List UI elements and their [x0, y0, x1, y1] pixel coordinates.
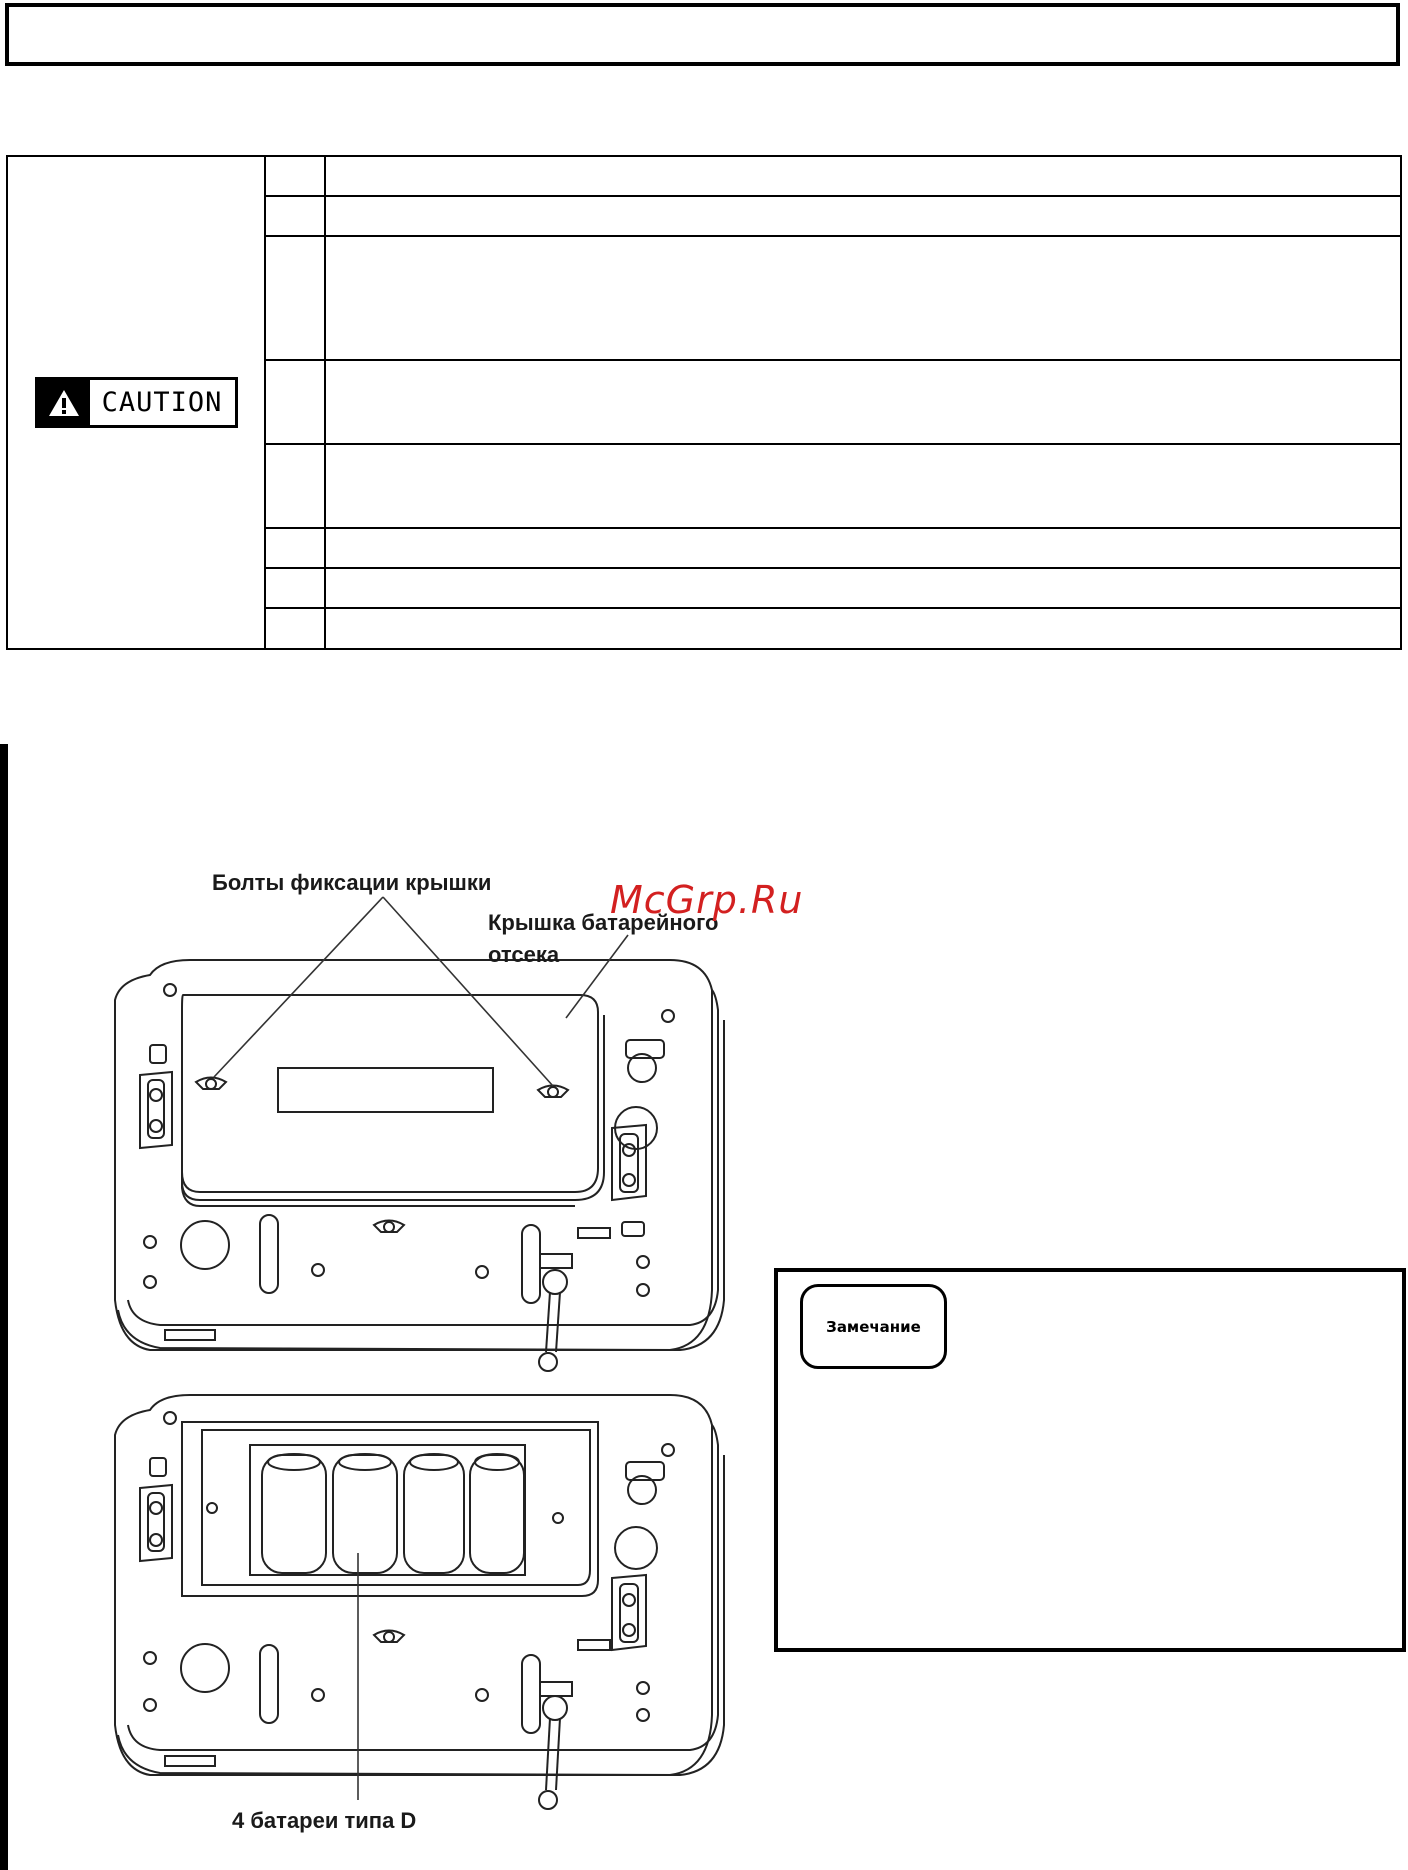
caution-word: CAUTION [90, 380, 235, 425]
caution-row-text [325, 156, 1401, 196]
device-cover-closed [115, 960, 724, 1371]
caution-row [7, 156, 1401, 196]
caution-row-text [325, 196, 1401, 236]
device-cover-open [115, 1395, 724, 1809]
watermark: McGrp.Ru [610, 878, 804, 922]
note-box [774, 1268, 1406, 1652]
warning-triangle-icon [38, 380, 90, 425]
caution-row-number [265, 444, 325, 528]
section-title-box [5, 3, 1400, 66]
caution-row-number [265, 608, 325, 649]
caution-row-text [325, 528, 1401, 568]
caution-row-text [325, 608, 1401, 649]
caution-row-number [265, 156, 325, 196]
section-margin-bar [0, 744, 8, 1870]
caution-badge [35, 377, 238, 428]
caution-row-text [325, 360, 1401, 444]
caution-row-text [325, 236, 1401, 360]
leader-lines [214, 897, 628, 1800]
label-battery-cover-line2: отсека [488, 942, 560, 967]
caution-row-number [265, 568, 325, 608]
label-battery-cover-line1: Крышка батарейного [488, 910, 719, 935]
caution-label-cell [7, 156, 265, 649]
caution-row-number [265, 236, 325, 360]
caution-row-number [265, 528, 325, 568]
caution-row-number [265, 196, 325, 236]
note-tag: Замечание [800, 1284, 947, 1369]
caution-row-number [265, 360, 325, 444]
caution-table [6, 155, 1402, 650]
caution-row-text [325, 568, 1401, 608]
label-d-batteries: 4 батареи типа D [232, 1808, 417, 1833]
label-cover-bolts: Болты фиксации крышки [212, 870, 492, 895]
caution-row-text [325, 444, 1401, 528]
